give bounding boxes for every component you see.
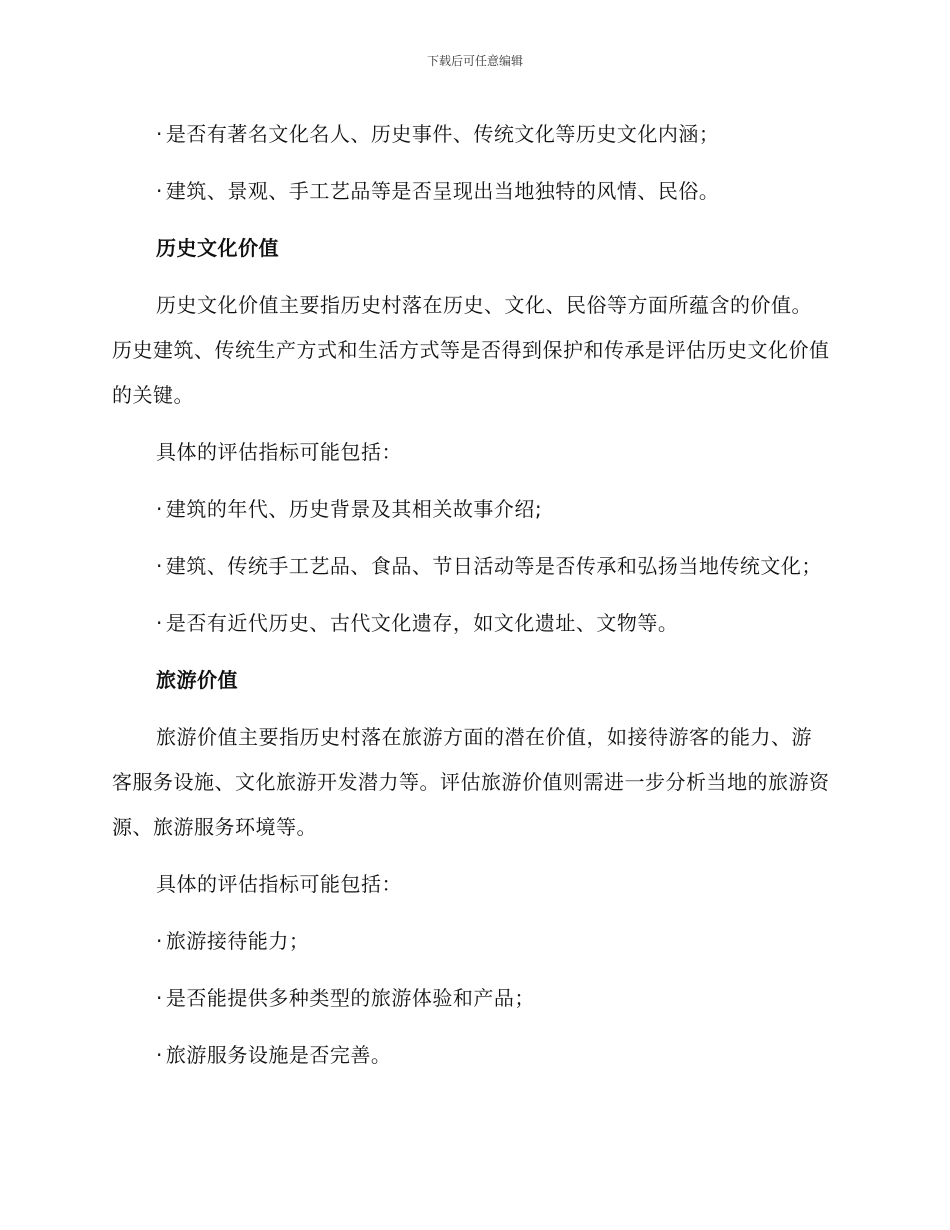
body-paragraph: 旅游价值主要指历史村落在旅游方面的潜在价值，如接待游客的能力、游客服务设施、文化旅游开发潜力等。评估旅游价值则需进一步分析当地的旅游资源、旅游服务环境等。 [112, 725, 830, 839]
section-heading-history: 历史文化价值 [156, 236, 279, 260]
bullet-icon: · [156, 122, 163, 146]
bullet-text: 建筑、传统手工艺品、食品、节日活动等是否传承和弘扬当地传统文化； [165, 554, 822, 578]
bullet-text: 旅游服务设施是否完善。 [165, 1043, 392, 1067]
bullet-icon: · [156, 497, 163, 521]
bullet-paragraph [112, 1033, 832, 1078]
bullet-paragraph [112, 976, 832, 1021]
body-paragraph: 具体的评估指标可能包括： [156, 440, 402, 464]
bullet-text: 旅游接待能力； [165, 929, 310, 953]
document-content [112, 112, 832, 1078]
bullet-paragraph [112, 487, 832, 532]
bullet-text: 是否有著名文化名人、历史事件、传统文化等历史文化内涵； [165, 122, 720, 146]
bullet-text: 是否有近代历史、古代文化遗存，如文化遗址、文物等。 [165, 611, 679, 635]
bullet-icon: · [156, 1043, 163, 1067]
body-paragraph: 历史文化价值主要指历史村落在历史、文化、民俗等方面所蕴含的价值。历史建筑、传统生产方式和生活方式等是否得到保护和传承是评估历史文化价值的关键。 [112, 293, 830, 407]
bullet-paragraph [112, 169, 832, 214]
section-heading-tourism: 旅游价值 [156, 668, 238, 692]
bullet-paragraph [112, 544, 832, 589]
bullet-text: 建筑、景观、手工艺品等是否呈现出当地独特的风情、民俗。 [165, 179, 720, 203]
bullet-icon: · [156, 554, 163, 578]
body-paragraph: 具体的评估指标可能包括： [156, 872, 402, 896]
bullet-text: 是否能提供多种类型的旅游体验和产品； [165, 986, 535, 1010]
page-header: 下载后可任意编辑 [426, 54, 523, 68]
bullet-icon: · [156, 179, 163, 203]
bullet-paragraph [112, 601, 832, 646]
bullet-icon: · [156, 986, 163, 1010]
bullet-icon: · [156, 929, 163, 953]
bullet-text: 建筑的年代、历史背景及其相关故事介绍; [165, 497, 543, 521]
bullet-paragraph [112, 919, 832, 964]
bullet-icon: · [156, 611, 163, 635]
bullet-paragraph [112, 112, 832, 157]
